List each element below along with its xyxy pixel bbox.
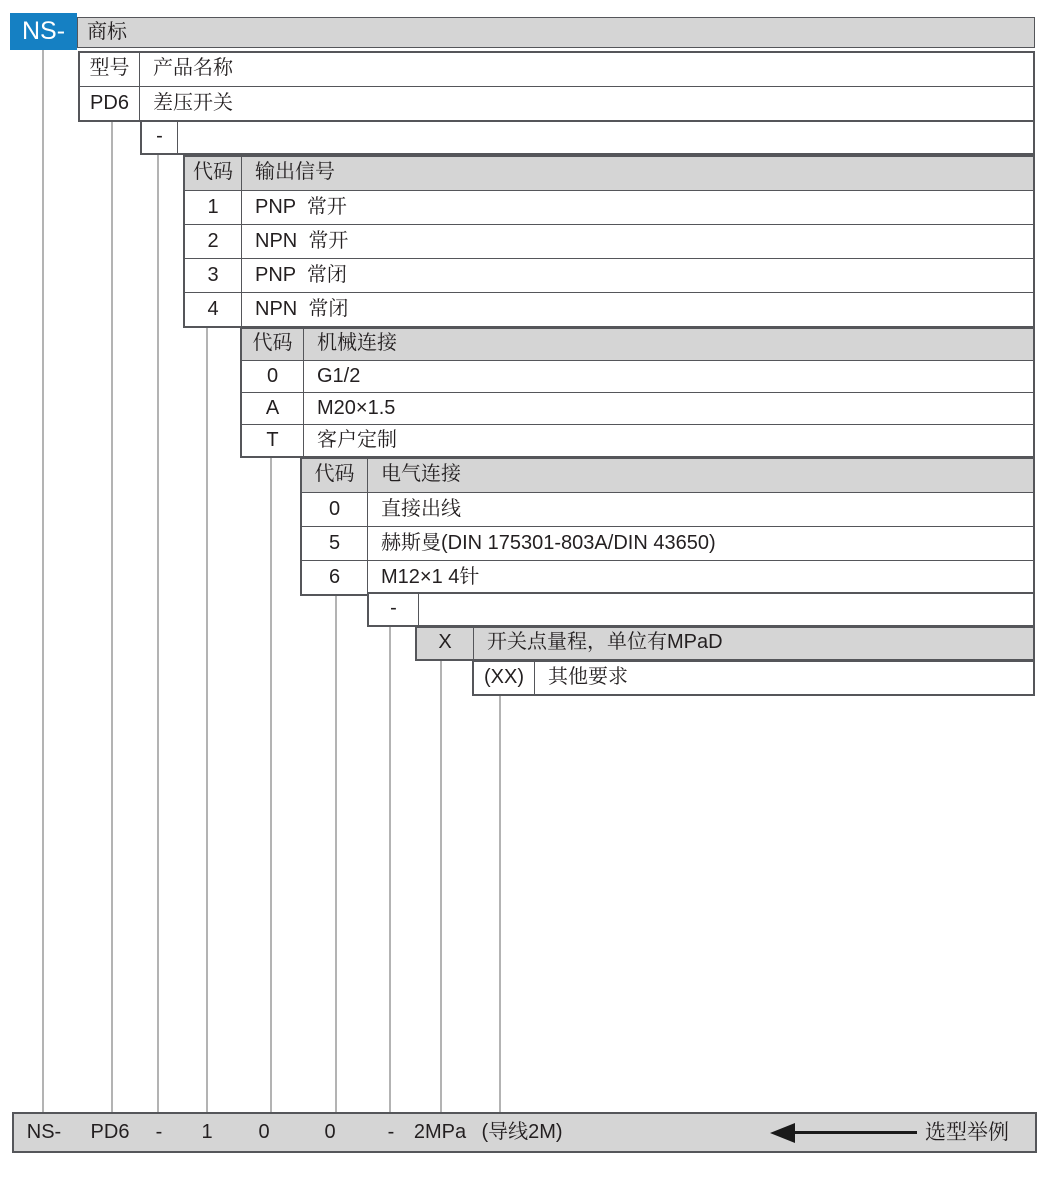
row-label: NPN 常开 <box>255 230 349 252</box>
connector-line-range <box>440 659 442 1112</box>
arrow-line <box>793 1131 917 1134</box>
row-code: 6 <box>302 561 368 594</box>
separator1-empty <box>178 122 1033 153</box>
electrical-header-code: 代码 <box>302 459 368 492</box>
electrical-header <box>302 459 1033 492</box>
switch-range-code: X <box>417 628 474 659</box>
row-code: T <box>242 425 304 456</box>
example-bar <box>12 1112 1037 1153</box>
example-arrow-label: 选型举例 <box>925 1121 1009 1144</box>
model-code: PD6 <box>80 87 140 120</box>
separator2-dash: - <box>369 594 419 625</box>
output-signal-table <box>183 155 1035 328</box>
electrical-header-label: 电气连接 <box>381 463 461 485</box>
model-row <box>80 86 1033 120</box>
row-code: 1 <box>185 191 242 224</box>
row-label: 客户定制 <box>317 429 397 451</box>
brand-prefix-box <box>10 13 77 50</box>
connector-line-separator1 <box>157 153 159 1112</box>
output-signal-header <box>185 157 1033 190</box>
table-row <box>185 292 1033 326</box>
row-code: A <box>242 393 304 424</box>
row-code: 2 <box>185 225 242 258</box>
other-requirements-inner <box>474 662 1033 694</box>
connector-line-brand <box>42 49 44 1112</box>
connector-line-other <box>499 694 501 1112</box>
model-table <box>78 51 1035 122</box>
switch-range-row <box>415 626 1035 661</box>
output-signal-header-code: 代码 <box>185 157 242 190</box>
row-code: 3 <box>185 259 242 292</box>
connector-line-output <box>206 324 208 1112</box>
row-code: 0 <box>302 493 368 526</box>
table-row <box>242 392 1033 424</box>
row-label: 赫斯曼(DIN 175301-803A/DIN 43650) <box>381 532 716 554</box>
mechanical-header-label: 机械连接 <box>317 332 397 354</box>
example-item: - <box>387 1121 395 1143</box>
row-label: M12×1 4针 <box>381 566 480 588</box>
row-label: PNP 常闭 <box>255 264 347 286</box>
row-code: 5 <box>302 527 368 560</box>
output-signal-header-label: 输出信号 <box>255 161 335 183</box>
connector-line-model <box>111 117 113 1112</box>
model-header-row <box>80 53 1033 86</box>
separator1-dash: - <box>142 122 178 153</box>
brand-prefix-label: NS- <box>21 17 66 45</box>
table-row <box>302 560 1033 594</box>
connector-line-electrical <box>335 592 337 1112</box>
row-label: NPN 常闭 <box>255 298 349 320</box>
left-arrow-icon <box>770 1123 795 1143</box>
table-row <box>302 526 1033 560</box>
other-requirements-label: 其他要求 <box>548 666 628 688</box>
separator2-inner <box>369 594 1033 625</box>
table-row <box>185 190 1033 224</box>
table-row <box>242 360 1033 392</box>
example-item: 1 <box>201 1121 213 1143</box>
example-item: (导线2M) <box>481 1121 563 1143</box>
model-header-label: 产品名称 <box>153 57 233 79</box>
table-row <box>242 424 1033 456</box>
example-item: 0 <box>258 1121 270 1143</box>
row-code: 4 <box>185 293 242 326</box>
row-label: M20×1.5 <box>317 397 396 419</box>
example-item: NS- <box>26 1121 62 1143</box>
row-label: G1/2 <box>317 365 361 387</box>
connector-line-mechanical <box>270 454 272 1112</box>
connector-line-separator2 <box>389 625 391 1112</box>
example-item: 2MPa <box>413 1121 467 1143</box>
mechanical-table <box>240 327 1035 458</box>
separator2-empty <box>419 594 1033 625</box>
mechanical-header-code: 代码 <box>242 329 304 360</box>
separator1-row <box>140 120 1035 155</box>
other-requirements-code: (XX) <box>474 662 535 694</box>
table-row <box>185 224 1033 258</box>
switch-range-inner <box>417 628 1033 659</box>
row-label: 直接出线 <box>381 498 461 520</box>
example-item: - <box>155 1121 163 1143</box>
trademark-bar <box>77 17 1035 48</box>
separator1-inner <box>142 122 1033 153</box>
separator2-row <box>367 592 1035 627</box>
example-item: PD6 <box>90 1121 130 1143</box>
trademark-label: 商标 <box>87 21 127 43</box>
table-row <box>185 258 1033 292</box>
switch-range-label: 开关点量程，单位有MPaD <box>487 631 723 653</box>
row-label: PNP 常开 <box>255 196 347 218</box>
electrical-table <box>300 457 1035 596</box>
table-row <box>302 492 1033 526</box>
mechanical-header <box>242 329 1033 360</box>
example-item: 0 <box>324 1121 336 1143</box>
row-code: 0 <box>242 361 304 392</box>
other-requirements-row <box>472 660 1035 696</box>
model-name: 差压开关 <box>153 92 233 114</box>
model-header-code: 型号 <box>80 53 140 86</box>
